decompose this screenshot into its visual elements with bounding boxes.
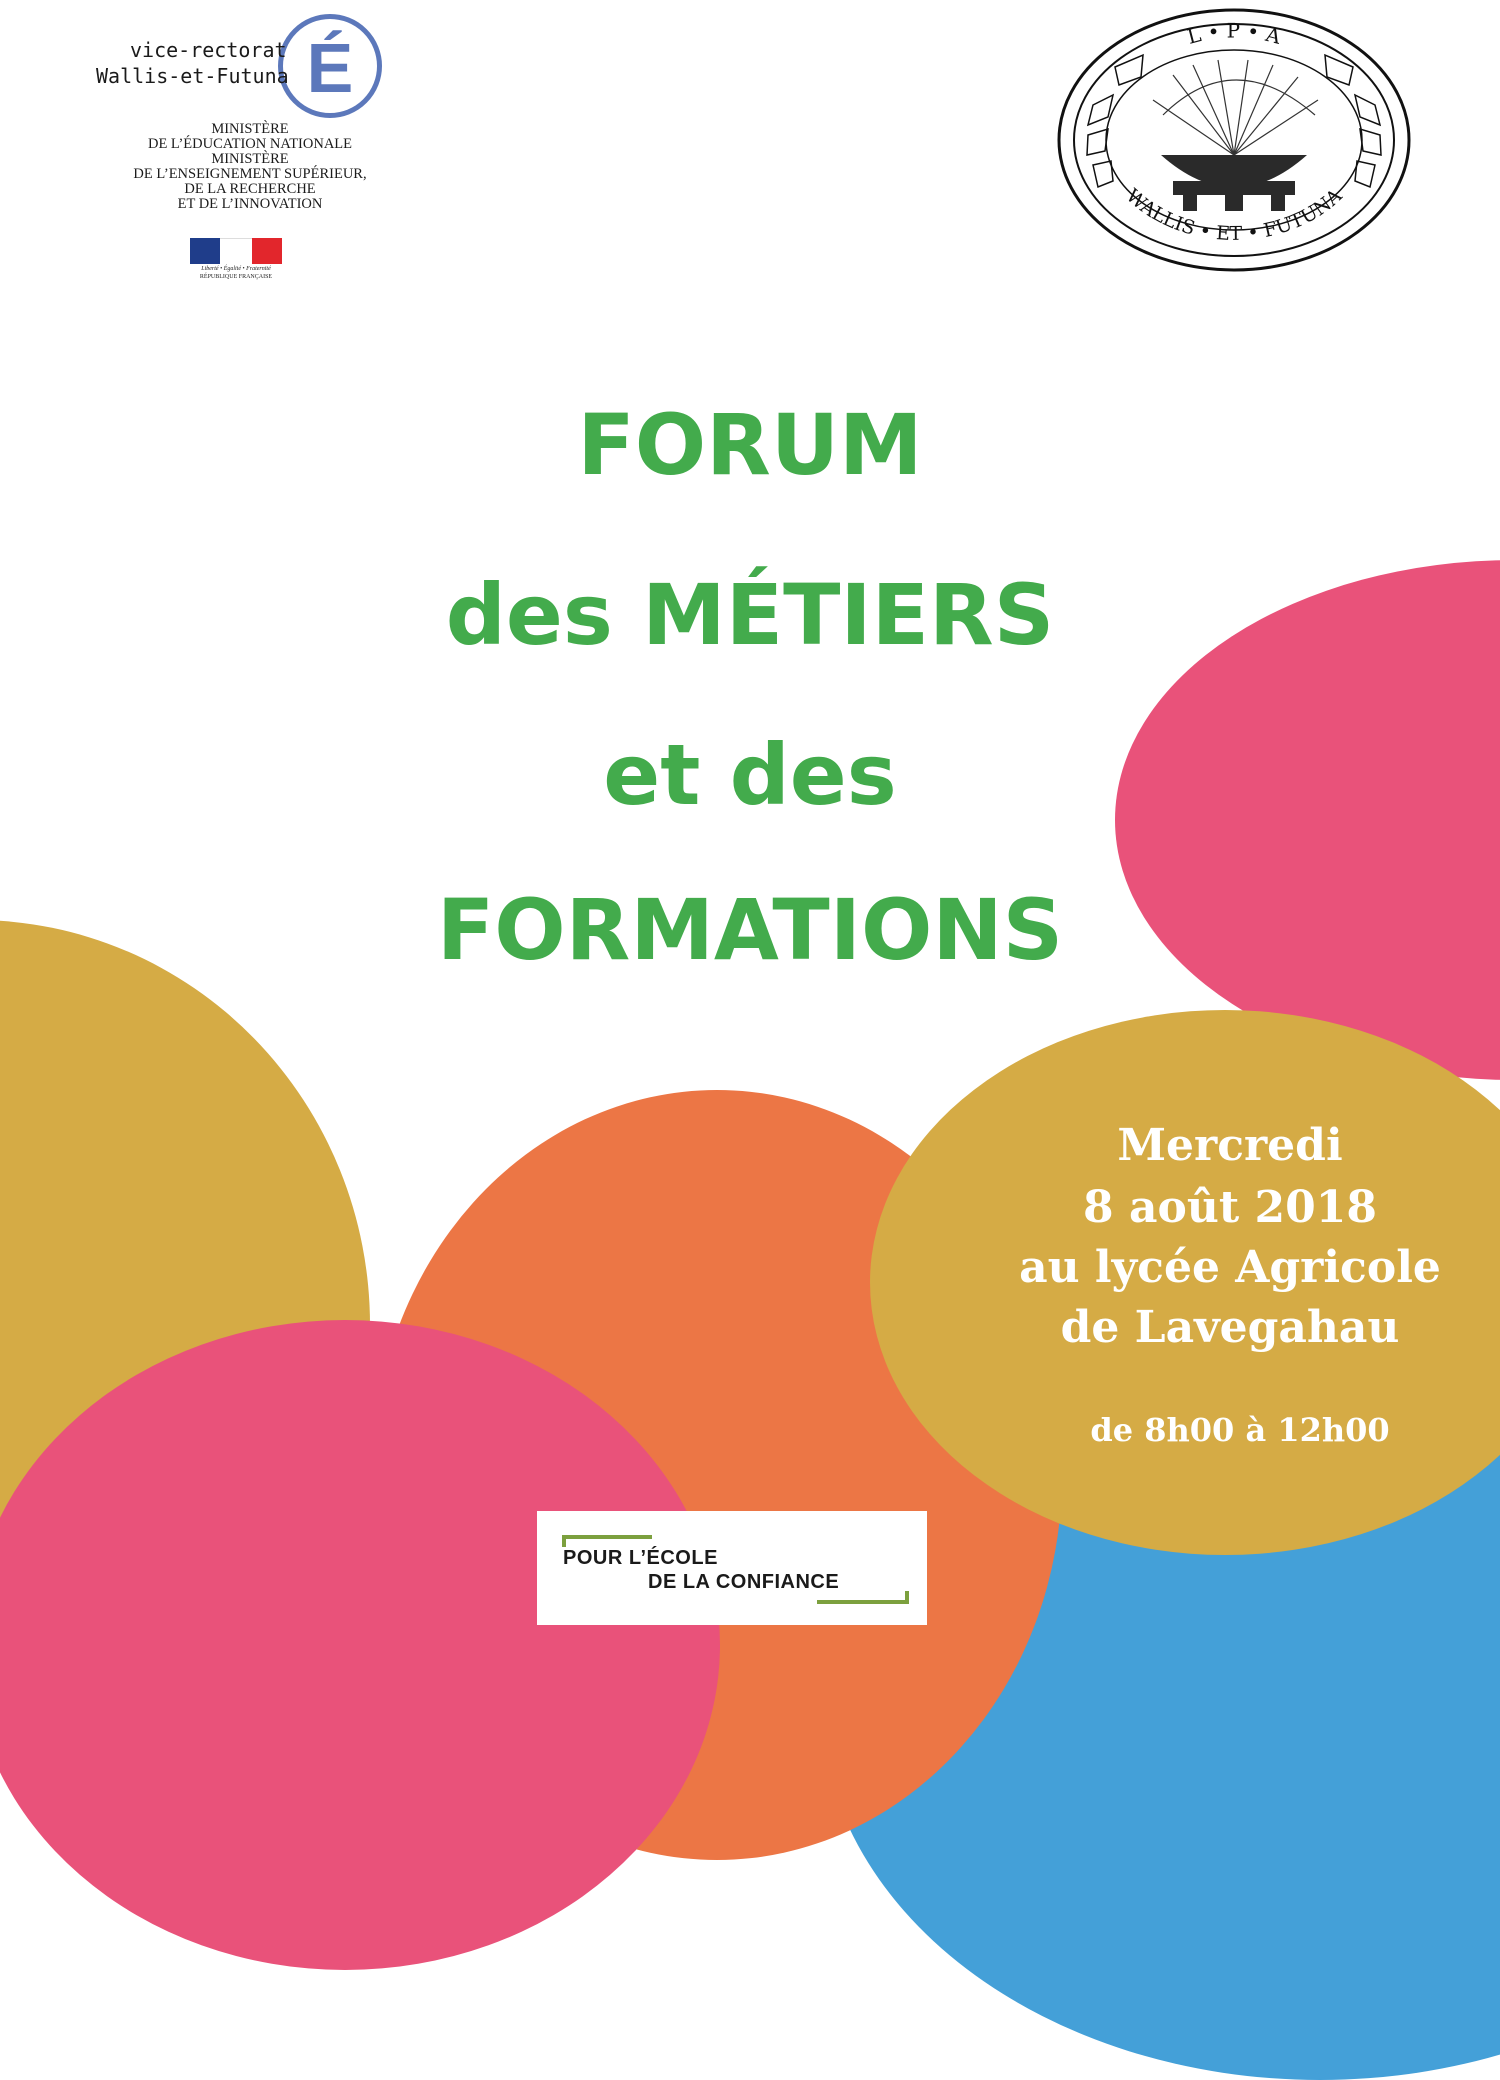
ministry-line: ET DE L’INNOVATION xyxy=(177,196,323,212)
slogan-line-2: DE LA CONFIANCE xyxy=(648,1571,840,1593)
slogan-line-1: POUR L’ÉCOLE xyxy=(563,1547,718,1569)
title-line-3: et des xyxy=(603,726,897,824)
slogan-bracket-top xyxy=(562,1535,652,1539)
education-e-icon: É xyxy=(278,14,382,118)
slogan-bracket-bottom xyxy=(817,1600,909,1604)
title-line-2: des MÉTIERS xyxy=(445,566,1055,664)
ministry-line: MINISTÈRE xyxy=(211,151,289,167)
republic-label: RÉPUBLIQUE FRANÇAISE xyxy=(199,274,273,280)
event-place-line-2: de Lavegahau xyxy=(1060,1302,1400,1353)
event-date: 8 août 2018 xyxy=(1083,1182,1377,1233)
title-line-1: FORUM xyxy=(577,396,923,494)
ministry-line: MINISTÈRE xyxy=(211,121,289,137)
lpa-bottom-text: WALLIS • ET • FUTUNA xyxy=(1121,184,1347,245)
republic-motto: Liberté • Égalité • Fraternité xyxy=(201,266,271,272)
ministry-line: DE L’ÉDUCATION NATIONALE xyxy=(147,136,353,152)
title-line-4: FORMATIONS xyxy=(436,881,1064,979)
vice-rectorat-logo xyxy=(92,0,408,280)
slogan-bracket-bottom-vertical xyxy=(905,1591,909,1604)
event-place-line-1: au lycée Agricole xyxy=(1019,1242,1441,1293)
ministry-line: DE LA RECHERCHE xyxy=(184,181,316,197)
event-hours: de 8h00 à 12h00 xyxy=(1090,1411,1390,1449)
slogan-bracket-top-vertical xyxy=(562,1535,566,1547)
pink-circle-left xyxy=(0,1320,720,1970)
french-flag-icon xyxy=(190,238,282,264)
slogan-box xyxy=(537,1511,927,1625)
wallis-futuna-label: Wallis-et-Futuna xyxy=(96,64,289,88)
lpa-logo xyxy=(1053,5,1415,275)
lpa-emblem-icon xyxy=(1053,5,1415,275)
event-day: Mercredi xyxy=(1117,1120,1343,1171)
lpa-top-text: L • P • A xyxy=(1184,18,1284,49)
ministry-line: DE L’ENSEIGNEMENT SUPÉRIEUR, xyxy=(133,166,367,182)
vice-rectorat-label: vice-rectorat xyxy=(130,38,287,62)
